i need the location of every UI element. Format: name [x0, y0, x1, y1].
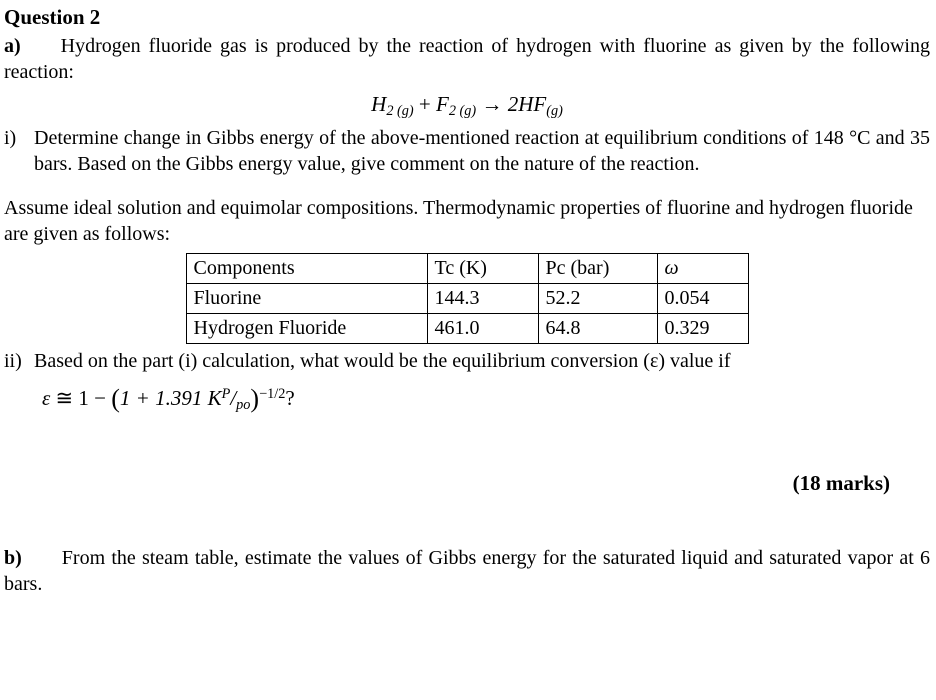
- pressure-numerator: P: [221, 385, 231, 402]
- item-ii-marker: ii): [4, 349, 22, 372]
- reaction-arrow: →: [481, 92, 503, 117]
- part-b-text: From the steam table, estimate the values of Gibbs energy for the saturated liquid and saturated vapor at 6 bars.: [4, 546, 930, 595]
- table-row: [186, 283, 748, 313]
- vertical-spacer: [4, 177, 930, 195]
- one-minus: 1 −: [78, 385, 106, 410]
- pressure-denominator: po: [236, 396, 251, 413]
- item-i: [4, 125, 930, 177]
- marks-label: (18 marks): [792, 470, 890, 495]
- product-hf: 2HF: [507, 92, 547, 117]
- part-b-paragraph: [4, 545, 930, 597]
- cell-component-name: Hydrogen Fluoride: [186, 313, 427, 343]
- item-i-text: Determine change in Gibbs energy of the above-mentioned reaction at equilibrium conditions of 148 °C and 35 bars. Based on the Gibbs energy value, give comment on the nature of the reaction.: [34, 126, 930, 175]
- item-ii-text: Based on the part (i) calculation, what would be the equilibrium conversion (ε) value if: [34, 349, 731, 372]
- header-tc: Tc (K): [427, 253, 538, 283]
- reactant-fluorine-sub: 2 (g): [448, 103, 477, 120]
- part-a-text: Hydrogen fluoride gas is produced by the reaction of hydrogen with fluorine as given by the following reaction:: [4, 35, 930, 84]
- open-paren: (: [111, 383, 120, 413]
- reactant-fluorine: F: [436, 92, 449, 117]
- item-i-marker: i): [4, 126, 17, 149]
- approx-symbol: ≅: [55, 385, 74, 410]
- exponent: −1/2: [259, 385, 286, 402]
- table-header-row: [186, 253, 748, 283]
- cell-pc: 52.2: [538, 283, 657, 313]
- reactant-hydrogen-sub: 2 (g): [386, 103, 414, 120]
- page-title: Question 2: [4, 5, 101, 29]
- product-hf-sub: (g): [546, 103, 563, 120]
- pressure-ratio: [222, 385, 251, 415]
- reaction-plus: +: [418, 92, 431, 117]
- reaction-equation: [4, 91, 930, 121]
- cell-tc: 461.0: [427, 313, 538, 343]
- epsilon-symbol: ε: [42, 385, 51, 410]
- reactant-hydrogen: H: [371, 92, 387, 117]
- assumptions-paragraph: Assume ideal solution and equimolar compositions. Thermodynamic properties of fluorine and hydrogen fluoride are given as follows:: [4, 196, 913, 245]
- cell-tc: 144.3: [427, 283, 538, 313]
- cell-component-name: Fluorine: [186, 283, 427, 313]
- table-row: [186, 313, 748, 343]
- header-pc: Pc (bar): [538, 253, 657, 283]
- part-b-label: b): [4, 546, 22, 569]
- properties-table: [186, 253, 749, 344]
- inner-expression: 1 + 1.391 K: [119, 385, 222, 410]
- cell-omega: 0.329: [657, 313, 748, 343]
- item-ii: [4, 348, 930, 374]
- close-paren: ): [250, 383, 260, 413]
- cell-pc: 64.8: [538, 313, 657, 343]
- fraction-slash: /: [230, 385, 237, 410]
- epsilon-equation: [42, 382, 930, 416]
- part-a-label: a): [4, 35, 21, 58]
- question-mark: ?: [285, 385, 295, 410]
- part-a-paragraph: [4, 33, 930, 85]
- header-omega: ω: [657, 253, 748, 283]
- header-components: Components: [186, 253, 427, 283]
- cell-omega: 0.054: [657, 283, 748, 313]
